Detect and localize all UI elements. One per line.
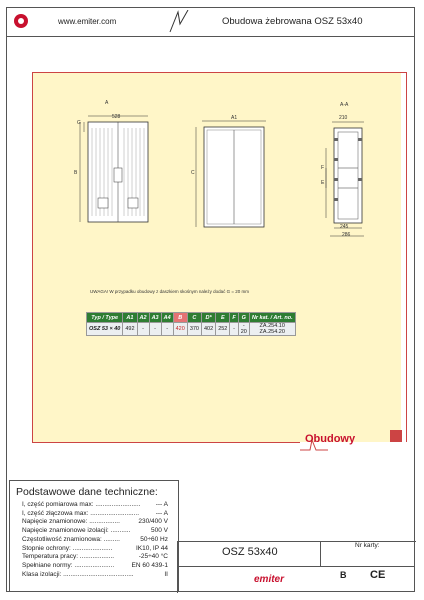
front-label-b: B xyxy=(74,170,78,176)
tech-specs-list xyxy=(22,501,168,579)
cell-b: 420 xyxy=(173,323,187,336)
content-border-right xyxy=(406,72,407,442)
spec-row: I, część pomiarowa max: ......................... --- A xyxy=(22,501,168,508)
cell-f: - xyxy=(230,323,238,336)
spec-row: Częstotliwość znamionowa: ......... 50÷60 Hz xyxy=(22,535,168,543)
tech-specs-title: Podstawowe dane techniczne: xyxy=(16,486,158,498)
cell-g: - 20 xyxy=(238,323,249,336)
side-view-drawing xyxy=(190,115,280,230)
note-text: UWAGA! W przypadku obudowy z daszkiem skośnym należy dodać G = 20 mm xyxy=(90,289,250,294)
col-g: G xyxy=(238,313,249,323)
cell-a3: - xyxy=(149,323,161,336)
front-label-a: A xyxy=(105,100,109,106)
cell-d: 402 xyxy=(202,323,216,336)
content-border-bottom xyxy=(32,442,300,443)
table-header-row xyxy=(87,313,296,323)
col-d: D* xyxy=(202,313,216,323)
card-number-label: Nr karty: xyxy=(355,542,380,549)
spec-row: Napięcie znamionowe: ................. 230/400 V xyxy=(22,518,168,526)
model-name: OSZ 53x40 xyxy=(222,546,278,558)
col-c: C xyxy=(187,313,201,323)
content-border-top xyxy=(32,72,406,73)
cell-c: 370 xyxy=(187,323,201,336)
table-row xyxy=(87,323,296,336)
col-a2: A2 xyxy=(137,313,149,323)
side-label-a1: A1 xyxy=(231,115,238,121)
emiter-logo-icon xyxy=(14,14,28,28)
cell-a2: - xyxy=(137,323,149,336)
brand-logo: emiter xyxy=(254,574,285,585)
front-label-g: G xyxy=(77,120,81,126)
section-label-f: F xyxy=(321,165,325,171)
front-view-drawing xyxy=(70,108,165,233)
spec-table xyxy=(86,312,296,336)
title-block-vdivider xyxy=(320,541,321,566)
category-label: Obudowy xyxy=(305,433,356,445)
title-block-divider xyxy=(177,566,415,567)
section-dim-286: 286 xyxy=(342,232,351,238)
section-label: A-A xyxy=(340,102,349,108)
spec-row: Napięcie znamionowe izolacji: ........... 500 V xyxy=(22,527,168,535)
section-label-e: E xyxy=(321,180,325,186)
col-f: F xyxy=(230,313,238,323)
zigzag-divider-icon xyxy=(166,10,196,34)
title-block xyxy=(177,541,416,593)
section-view-drawing xyxy=(320,108,375,243)
red-corner-accent xyxy=(390,430,402,442)
spec-row: Stopnie ochrony: ...................... IK10, IP 44 xyxy=(22,544,168,552)
ce-mark-icon: CE xyxy=(370,569,386,581)
col-e: E xyxy=(216,313,230,323)
website-link[interactable]: www.emiter.com xyxy=(58,17,117,26)
col-a1: A1 xyxy=(123,313,137,323)
col-b: B xyxy=(173,313,187,323)
cell-a4: - xyxy=(161,323,173,336)
section-dim-245: 245 xyxy=(340,224,349,230)
cell-type: OSZ 53 × 40 xyxy=(87,323,123,336)
col-catalog: Nr kat. / Art. no. xyxy=(249,313,295,323)
section-top-dim: 210 xyxy=(339,115,348,121)
col-a4: A4 xyxy=(161,313,173,323)
cell-catalog: ZA.254.10 ZA.254.20 xyxy=(249,323,295,336)
spec-row: Klasa izolacji: ....................................... II xyxy=(22,570,168,578)
front-width-dim: 528 xyxy=(112,114,121,120)
side-label-c: C xyxy=(191,170,195,176)
col-a3: A3 xyxy=(149,313,161,323)
spec-row: Temperatura pracy: ................... -25÷40 °C xyxy=(22,553,168,561)
cell-a1: 492 xyxy=(123,323,137,336)
col-type: Typ / Type xyxy=(87,313,123,323)
page-title: Obudowa żebrowana OSZ 53x40 xyxy=(222,16,363,27)
cell-e: 252 xyxy=(216,323,230,336)
b-certification-icon: B xyxy=(340,570,347,580)
spec-row: Spełniane normy: ...................... EN 60 439-1 xyxy=(22,561,168,569)
spec-row: I, część złączowa max: ........................... --- A xyxy=(22,509,168,517)
